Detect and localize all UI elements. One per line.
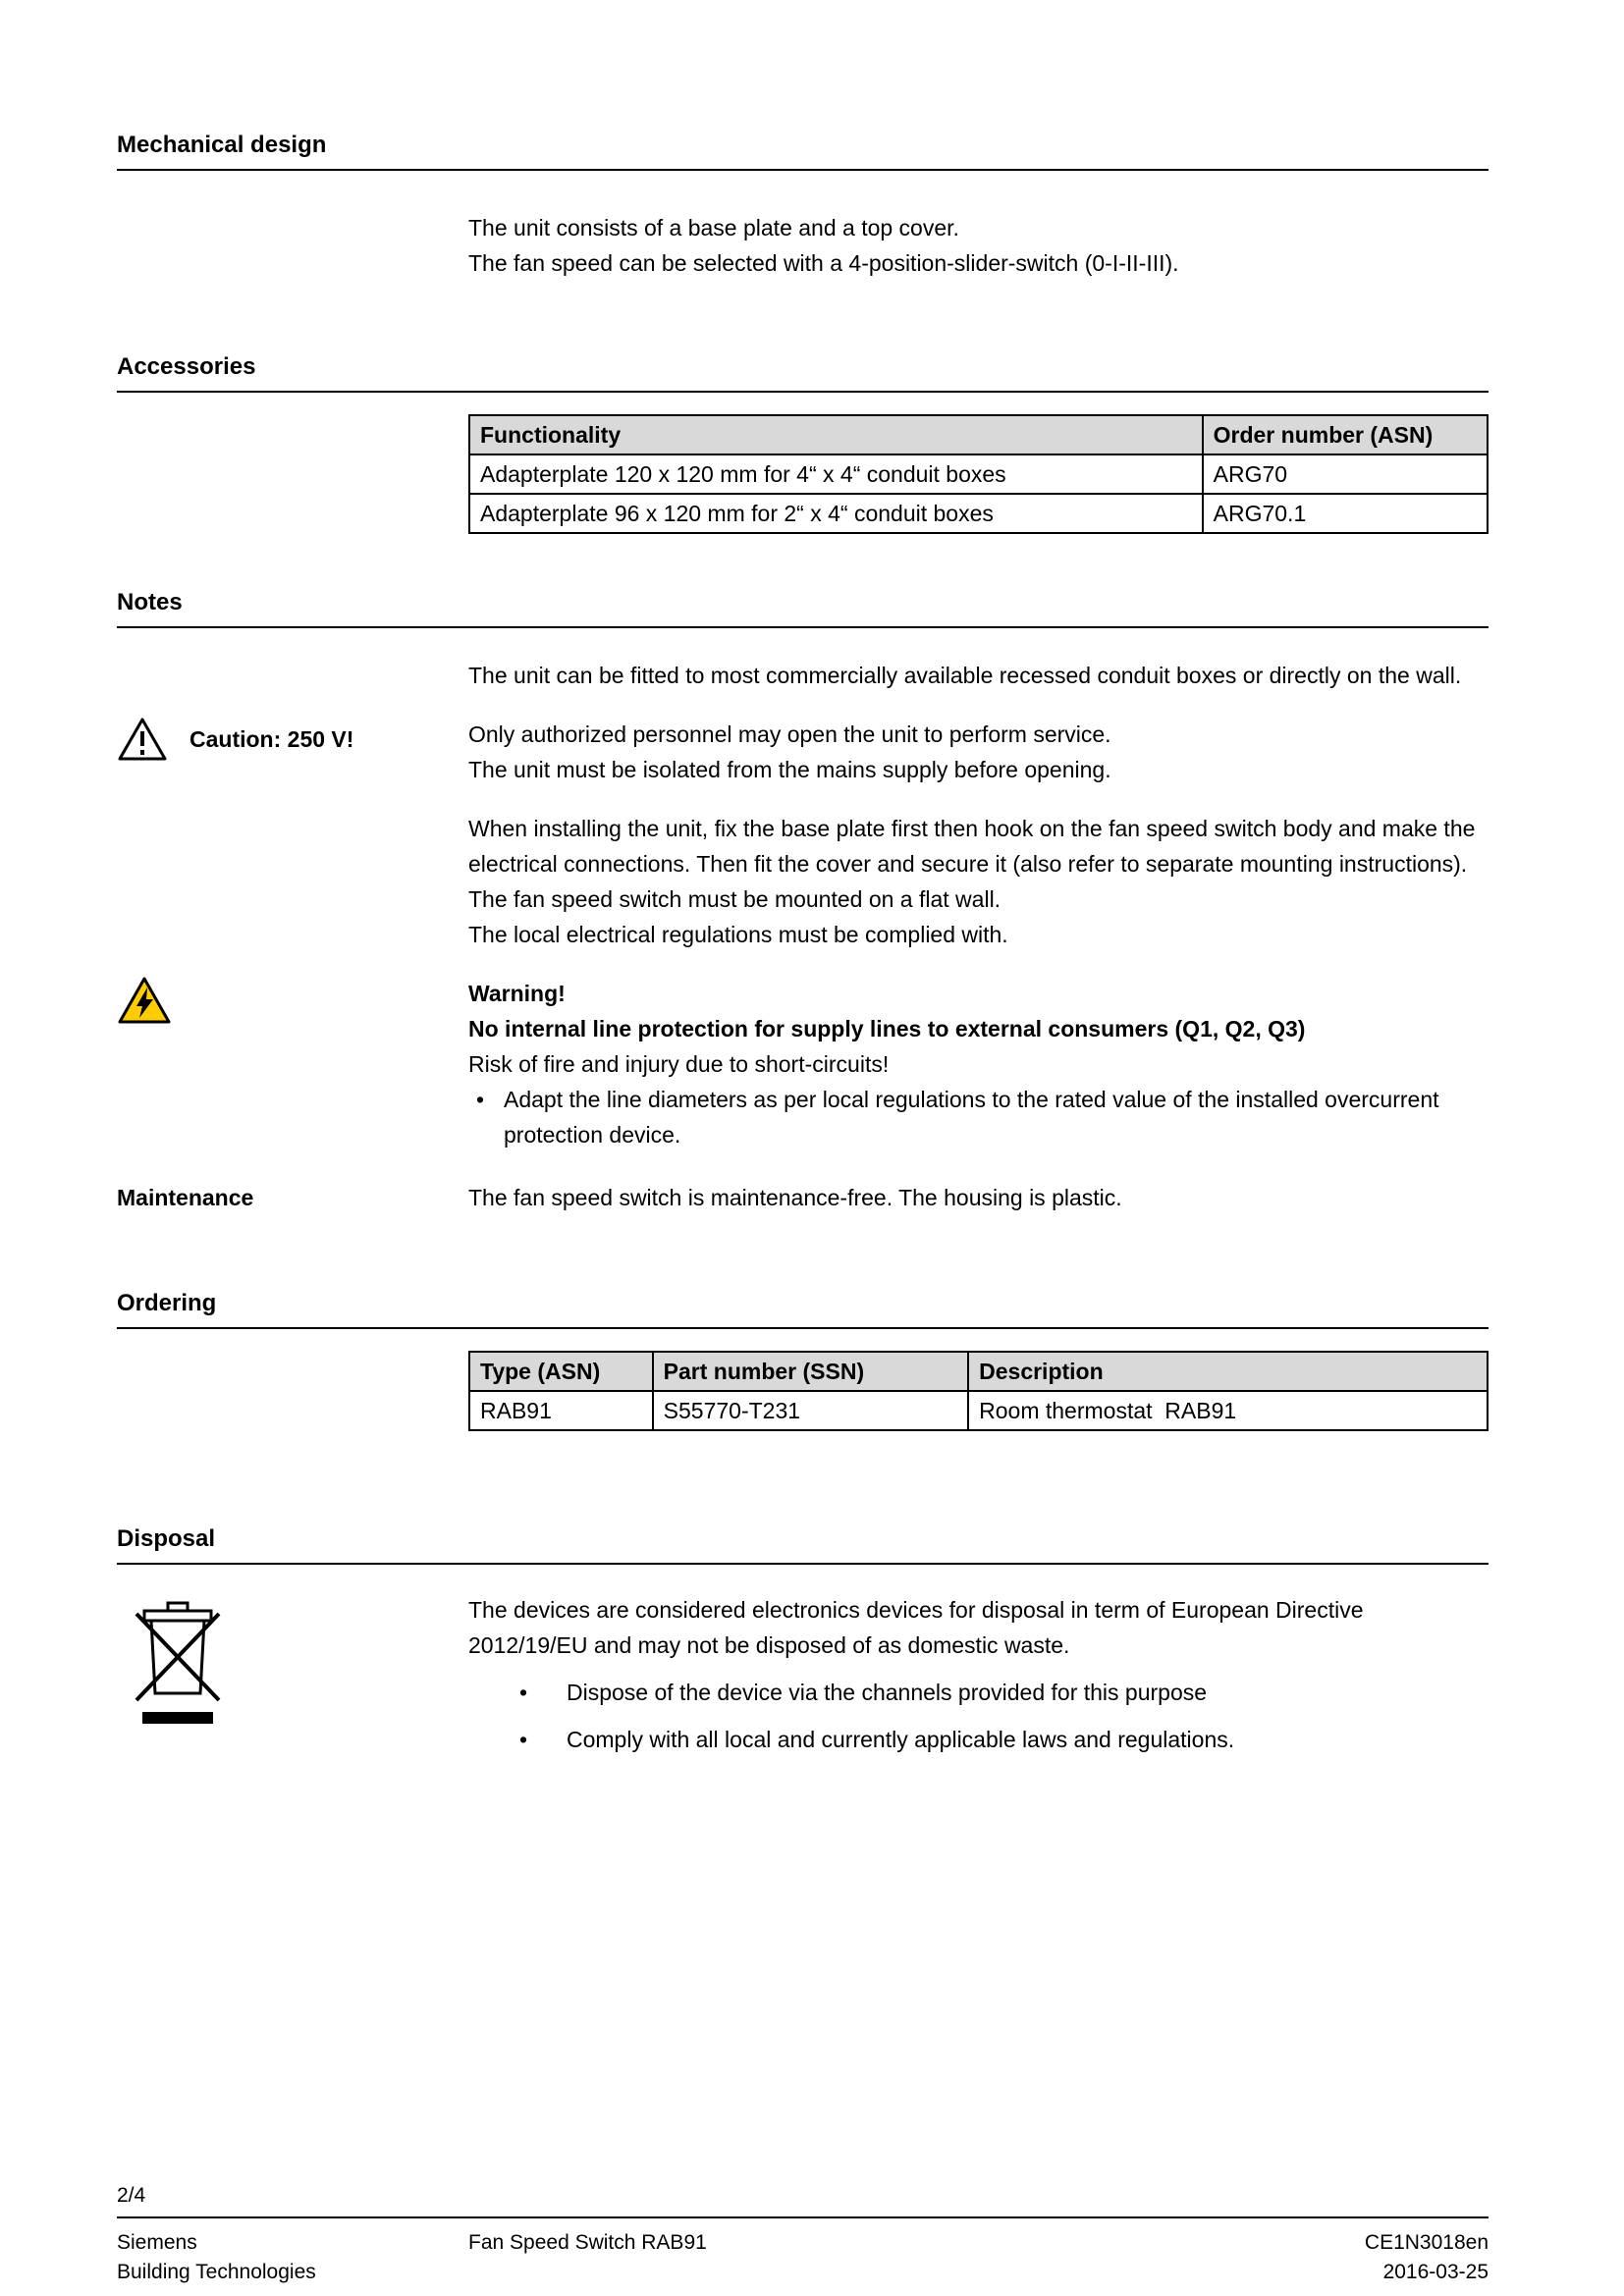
table-cell-order-number: ARG70.1 (1203, 494, 1488, 533)
body-text-line: The unit consists of a base plate and a top cover. (468, 215, 959, 240)
disposal-bullet-text: Comply with all local and currently applicable laws and regulations. (567, 1727, 1235, 1752)
body-text-line: Only authorized personnel may open the unit to perform service. (468, 721, 1111, 747)
footer-doc-id: CE1N3018en (1364, 2231, 1489, 2254)
page-number: 2/4 (117, 2184, 146, 2207)
table-header-cell-order-number: Order number (ASN) (1203, 415, 1488, 454)
caution-triangle-icon (117, 717, 168, 762)
weee-disposal-icon (131, 1598, 225, 1735)
disposal-paragraph: The devices are considered electronics devices for disposal in term of European Directive 2012/19/EU and may not be disposed of as domestic waste. (468, 1597, 1364, 1658)
page-footer (117, 2181, 1489, 2287)
heading-accessories: Accessories (117, 353, 1489, 393)
table-row (469, 1391, 1488, 1430)
body-text-line: The unit must be isolated from the mains supply before opening. (468, 757, 1111, 782)
bullet-marker (519, 1722, 567, 1757)
table-cell-functionality: Adapterplate 120 x 120 mm for 4“ x 4“ conduit boxes (469, 454, 1203, 494)
bullet-marker (476, 1082, 504, 1117)
heading-mechanical-design: Mechanical design (117, 132, 1489, 171)
warning-bullet-item (468, 1082, 1489, 1152)
footer-date: 2016-03-25 (1382, 2261, 1489, 2283)
notes-paragraph: The unit can be fitted to most commercially available recessed conduit boxes or directly on the wall. (468, 663, 1462, 688)
table-row (469, 454, 1488, 494)
footer-divider (117, 2216, 1489, 2218)
bullet-marker (519, 1675, 567, 1710)
footer-company-name: Siemens (117, 2231, 197, 2254)
section-mechanical-design (117, 132, 1489, 281)
disposal-bullet-item (468, 1722, 1489, 1757)
table-cell-type: RAB91 (469, 1391, 653, 1430)
accessories-table (468, 414, 1489, 534)
ordering-table (468, 1351, 1489, 1431)
table-cell-part-number: S55770-T231 (653, 1391, 968, 1430)
footer-doc-meta (1365, 2228, 1489, 2287)
weee-icon-column (117, 1592, 468, 1745)
ordering-table-header-row (469, 1352, 1488, 1391)
page-content (117, 0, 1489, 1757)
caution-label-group (117, 717, 468, 762)
table-header-cell-type: Type (ASN) (469, 1352, 653, 1391)
warning-risk-text: Risk of fire and injury due to short-circuits! (468, 1051, 890, 1077)
table-header-cell-part-number: Part number (SSN) (653, 1352, 968, 1391)
heading-disposal: Disposal (117, 1525, 1489, 1565)
warning-icon-column (117, 976, 468, 1035)
footer-doc-title: Fan Speed Switch RAB91 (468, 2231, 707, 2254)
warning-title: Warning! (468, 981, 566, 1006)
table-header-cell-functionality: Functionality (469, 415, 1203, 454)
body-text-line: The fan speed can be selected with a 4-position-slider-switch (0-I-II-III). (468, 250, 1179, 276)
body-text-line: The local electrical regulations must be complied with. (468, 922, 1008, 947)
table-row (469, 494, 1488, 533)
disposal-bullet-text: Dispose of the device via the channels provided for this purpose (567, 1680, 1208, 1705)
section-disposal (117, 1525, 1489, 1757)
accessories-table-header-row (469, 415, 1488, 454)
maintenance-label: Maintenance (117, 1185, 254, 1210)
table-cell-functionality: Adapterplate 96 x 120 mm for 2“ x 4“ conduit boxes (469, 494, 1203, 533)
installation-paragraph: When installing the unit, fix the base plate first then hook on the fan speed switch body and make the electrical connections. Then fit the cover and secure it (also refer to separate mounting instructions). (468, 816, 1476, 877)
warning-statement: No internal line protection for supply lines to external consumers (Q1, Q2, Q3) (468, 1016, 1306, 1041)
section-accessories (117, 353, 1489, 534)
section-notes (117, 589, 1489, 1215)
disposal-bullet-item (468, 1675, 1489, 1710)
table-cell-order-number: ARG70 (1203, 454, 1488, 494)
heading-ordering: Ordering (117, 1290, 1489, 1329)
body-text-line: The fan speed switch must be mounted on a flat wall. (468, 886, 1001, 912)
caution-label: Caution: 250 V! (189, 726, 354, 752)
footer-company-block (117, 2228, 468, 2287)
maintenance-text: The fan speed switch is maintenance-free. The housing is plastic. (468, 1185, 1122, 1210)
section-ordering (117, 1290, 1489, 1431)
footer-company-division: Building Technologies (117, 2261, 316, 2283)
table-header-cell-description: Description (968, 1352, 1488, 1391)
heading-notes: Notes (117, 589, 1489, 628)
warning-bullet-text: Adapt the line diameters as per local regulations to the rated value of the installed overcurrent protection device. (504, 1087, 1439, 1148)
table-cell-description: Room thermostat RAB91 (968, 1391, 1488, 1430)
high-voltage-warning-icon (117, 976, 172, 1025)
